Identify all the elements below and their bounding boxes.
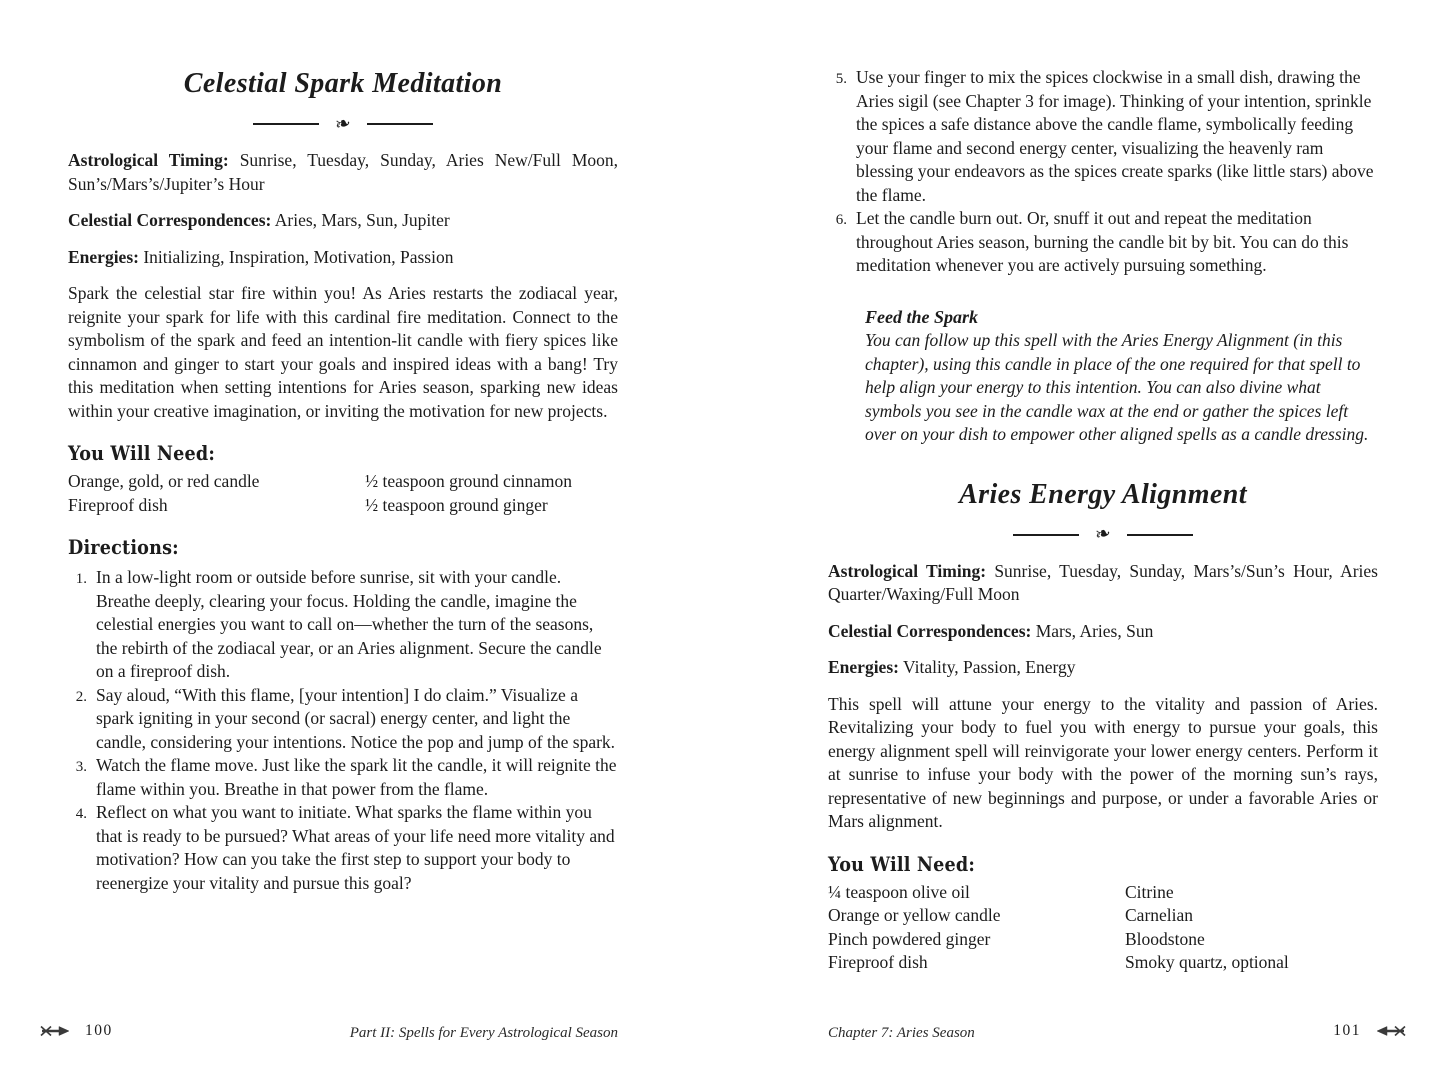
directions-list-continued [828,66,1378,278]
divider-line [1127,534,1193,536]
ingredient-item: Orange or yellow candle [828,905,1001,925]
meta-text: Initializing, Inspiration, Motivation, Passion [138,246,454,267]
ingredient-item: ¼ teaspoon olive oil [828,881,970,902]
direction-item [68,801,618,895]
meta-label: Celestial Correspondences: [68,210,272,230]
meta-energies [828,656,1378,680]
meta-label: Astrological Timing: [828,560,987,581]
fleuron-ornament-icon: ❧ [332,111,353,136]
ingredient-item: Carnelian [1125,905,1194,925]
fleuron-ornament-icon: ❧ [1092,521,1113,547]
direction-item [68,684,618,755]
direction-number: 6. [835,212,847,228]
ingredients-list [828,881,1378,975]
meta-label: Celestial Correspondences: [828,620,1032,641]
ingredient-item: Smoky quartz, optional [1125,952,1289,972]
ingredient-item: Fireproof dish [828,952,928,972]
section-divider-left [68,112,618,136]
direction-item [68,566,618,684]
you-will-need-heading: You Will Need: [68,441,216,465]
meta-energies [68,246,618,270]
arrow-left-ornament-icon [1376,1024,1406,1038]
meta-text: Mars, Aries, Sun [1031,620,1154,641]
ingredient-item: ½ teaspoon ground cinnamon [365,471,573,491]
ingredients-list [68,470,618,517]
direction-text: Reflect on what you want to initiate. What sparks the flame within you that is ready to be pursued? What areas of your life need more vitality and motivation? How can you take the first step to support your body to reenergize your vitality and pursue this goal? [96,802,615,893]
divider-line [253,123,319,125]
meta-text: Vitality, Passion, Energy [898,657,1076,677]
callout-title: Feed the Spark [865,306,979,327]
direction-number: 2. [75,688,87,705]
ingredient-item: Pinch powdered ginger [828,928,991,949]
direction-text: Watch the flame move. Just like the spark lit the candle, it will reignite the flame within you. Breathe in that power from the flame. [96,755,617,799]
meta-celestial-correspondences [68,209,618,233]
meta-text: Sunrise, Tuesday, Sunday, Mars’s/Sun’s Hour, Aries Quarter/Waxing/Full Moon [828,560,1378,604]
tip-callout [865,306,1378,447]
meta-label: Energies: [828,657,899,677]
divider-line [367,123,433,125]
direction-number: 1. [75,571,87,587]
direction-number: 3. [75,759,87,775]
page-right [828,0,1378,975]
direction-text: Let the candle burn out. Or, snuff it out and repeat the meditation throughout Aries season, burning the candle bit by bit. You can do this meditation whenever you are actively pursuing something. [856,208,1349,275]
page-left [68,0,618,895]
ingredient-item: Citrine [1125,881,1174,902]
spell-description-paragraph: This spell will attune your energy to the vitality and passion of Aries. Revitalizing your body to fuel you with energy to pursue your goals, this energy alignment spell will reinvigorate your lower energy centers. Perform it at sunrise to infuse your body with the power of the morning sun’s rays, representative of new beginnings and purpose, or under a favorable Aries or Mars alignment. [828,693,1378,831]
direction-item [828,66,1378,207]
direction-number: 5. [835,71,847,87]
meta-celestial-correspondences [828,620,1378,644]
ingredient-item: ½ teaspoon ground ginger [365,494,548,515]
meta-label: Astrological Timing: [68,150,229,170]
meta-text: Sunrise, Tuesday, Sunday, Aries New/Full Moon, Sun’s/Mars’s/Jupiter’s Hour [68,150,619,194]
ingredient-item: Fireproof dish [68,494,168,515]
direction-item [828,207,1378,278]
spell-title-right: Aries Energy Alignment [959,478,1247,510]
page-number: 100 [85,1022,113,1039]
directions-list [68,566,618,895]
direction-number: 4. [75,806,87,822]
meta-astrological-timing [68,149,618,196]
direction-item [68,754,618,801]
direction-text: In a low-light room or outside before sunrise, sit with your candle. Breathe deeply, clearing your focus. Holding the candle, imagine the celestial energies you want to call on—whether the turn of the seasons, the rebirth of the zodiacal year, or an Aries alignment. Secure the candle on a fireproof dish. [96,567,602,681]
arrow-right-ornament-icon [40,1024,70,1038]
ingredients-column-1 [828,881,1125,975]
ingredient-item: Bloodstone [1125,928,1205,949]
direction-text: Say aloud, “With this flame, [your intention] I do claim.” Visualize a spark igniting in your second (or sacral) energy center, and light the candle, considering your intentions. Notice the pop and jump of the spark. [96,684,616,752]
intro-paragraph: Spark the celestial star fire within you! As Aries restarts the zodiacal year, reignite your spark for life with this cardinal fire meditation. Connect to the symbolism of the spark and feed an intention-lit candle with fiery spices like cinnamon and ginger to start your goals and inspired ideas with a bang! Try this meditation when setting intentions for Aries season, sparking new ideas within your creative imagination, or inviting the motivation for new projects. [68,283,618,421]
direction-text: Use your finger to mix the spices clockwise in a small dish, drawing the Aries sigil (see Chapter 3 for image). Thinking of your intention, sprinkle the spices a safe distance above the candle flame, symbolically feeding your flame and second energy center, visualizing the heavenly ram blessing your endeavors as the spices create sparks (like little stars) above the flame. [856,67,1374,205]
ingredient-item: Orange, gold, or red candle [68,471,260,491]
ingredients-column-2 [1125,881,1378,975]
you-will-need-heading: You Will Need: [828,851,976,876]
running-head-chapter: Chapter 7: Aries Season [828,1025,975,1041]
section-divider-right [828,523,1378,547]
meta-text: Aries, Mars, Sun, Jupiter [271,210,450,230]
meta-astrological-timing [828,560,1378,607]
page-number: 101 [1333,1022,1361,1039]
divider-line [1013,534,1079,536]
meta-label: Energies: [68,246,139,267]
footer-right [828,1022,1406,1040]
directions-heading: Directions: [68,535,179,559]
running-head-part: Part II: Spells for Every Astrological Season [349,1025,618,1041]
ingredients-column-2 [365,470,618,517]
callout-body: You can follow up this spell with the Aries Energy Alignment (in this chapter), using this candle in place of the one required for that spell to help align your energy to this intention. You can also divine what symbols you see in the candle wax at the end or gather the spices left over on your dish to empower other aligned spells as a candle dressing. [865,330,1369,444]
ingredients-column-1 [68,470,365,517]
spell-title-left: Celestial Spark Meditation [183,68,503,99]
